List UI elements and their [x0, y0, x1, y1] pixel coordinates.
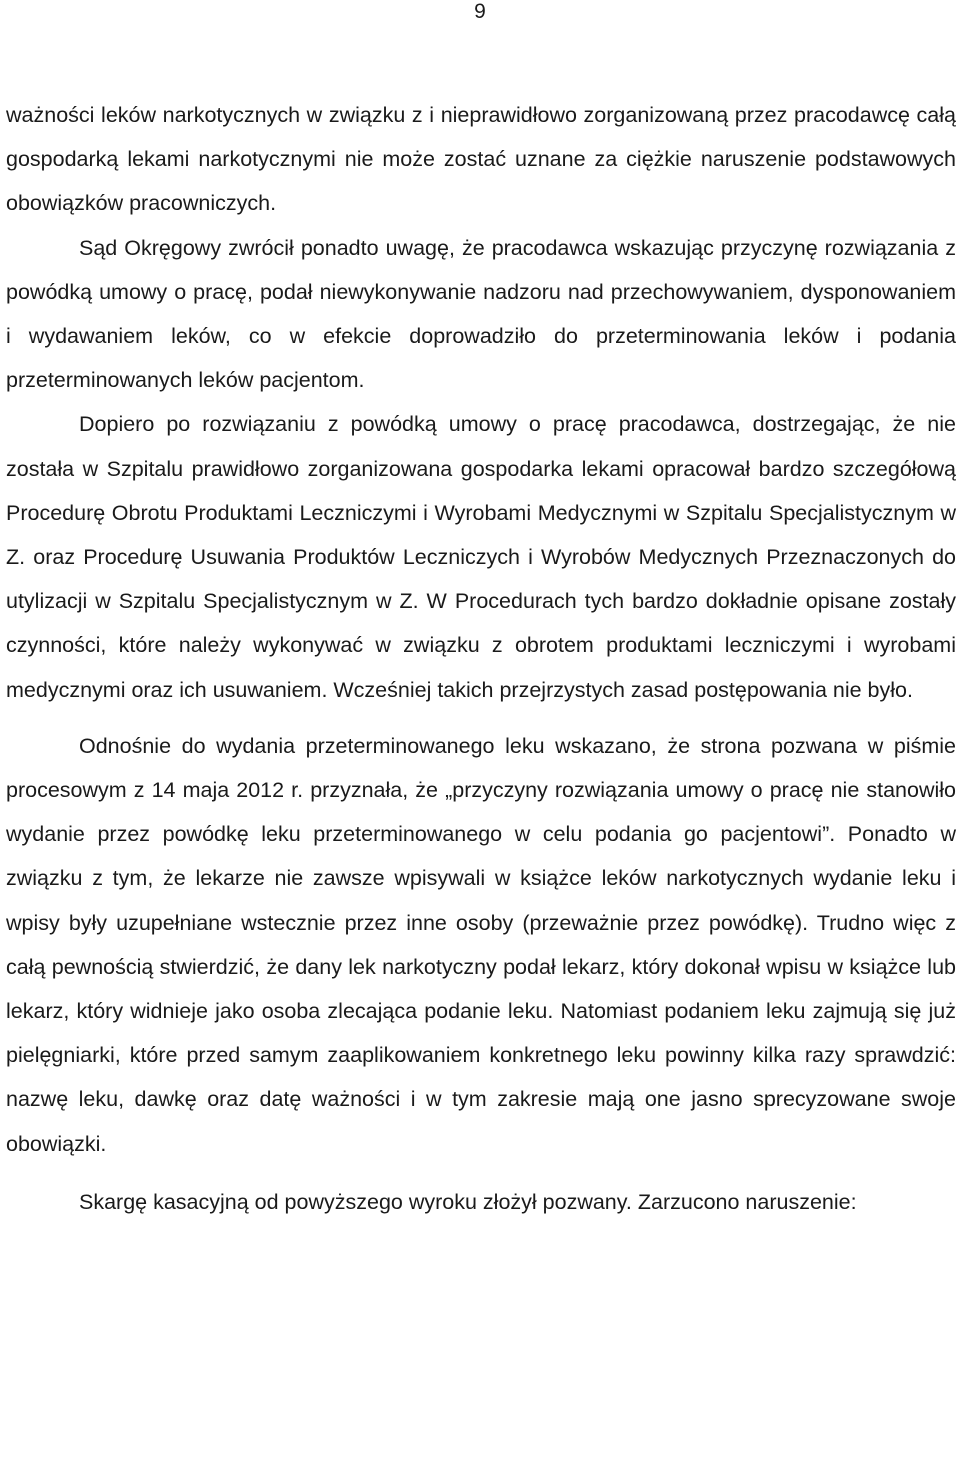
- document-body: [6, 93, 956, 1224]
- paragraph-1: ważności leków narkotycznych w związku z i nieprawidłowo zorganizowaną przez pracodawcę całą gospodarką lekami narkotycznymi nie może zostać uznane za ciężkie naruszenie podstawowych obowiązków pracowniczych.: [6, 103, 956, 216]
- paragraph-2: Sąd Okręgowy zwrócił ponadto uwagę, że pracodawca wskazując przyczynę rozwiązania z powódką umowy o pracę, podał niewykonywanie nadzoru nad przechowywaniem, dysponowaniem i wydawaniem leków, co w efekcie doprowadziło do przeterminowania leków i podania przeterminowanych leków pacjentom.: [6, 235, 956, 393]
- page-number: 9: [474, 0, 486, 23]
- paragraph-4: Odnośnie do wydania przeterminowanego leku wskazano, że strona pozwana w piśmie procesowym z 14 maja 2012 r. przyznała, że „przyczyny rozwiązania umowy o pracę nie stanowiło wydanie przez powódkę leku przeterminowanego w celu podania go pacjentowi”. Ponadto w związku z tym, że lekarze nie zawsze wpisywali w książce leków narkotycznych wydanie leku i wpisy były uzupełniane wstecznie przez inne osoby (przeważnie przez powódkę). Trudno więc z całą pewnością stwierdzić, że dany lek narkotyczny podał lekarz, który dokonał wpisu w książce lub lekarz, który widnieje jako osoba zlecająca podanie leku. Natomiast podaniem leku zajmują się już pielęgniarki, które przed samym zaaplikowaniem konkretnego leku powinny kilka razy sprawdzić: nazwę leku, dawkę oraz datę ważności i w tym zakresie mają one jasno sprecyzowane swoje obowiązki.: [6, 733, 956, 1156]
- paragraph-5: Skargę kasacyjną od powyższego wyroku złożył pozwany. Zarzucono naruszenie:: [79, 1189, 857, 1214]
- paragraph-3: Dopiero po rozwiązaniu z powódką umowy o pracę pracodawca, dostrzegając, że nie została w Szpitalu prawidłowo zorganizowana gospodarka lekami opracował bardzo szczegółową Procedurę Obrotu Produktami Leczniczymi i Wyrobami Medycznymi w Szpitalu Specjalistycznym w Z. oraz Procedurę Usuwania Produktów Leczniczych i Wyrobów Medycznych Przeznaczonych do utylizacji w Szpitalu Specjalistycznym w Z. W Procedurach tych bardzo dokładnie opisane zostały czynności, które należy wykonywać w związku z obrotem produktami leczniczymi i wyrobami medycznymi oraz ich usuwaniem. Wcześniej takich przejrzystych zasad postępowania nie było.: [6, 412, 956, 702]
